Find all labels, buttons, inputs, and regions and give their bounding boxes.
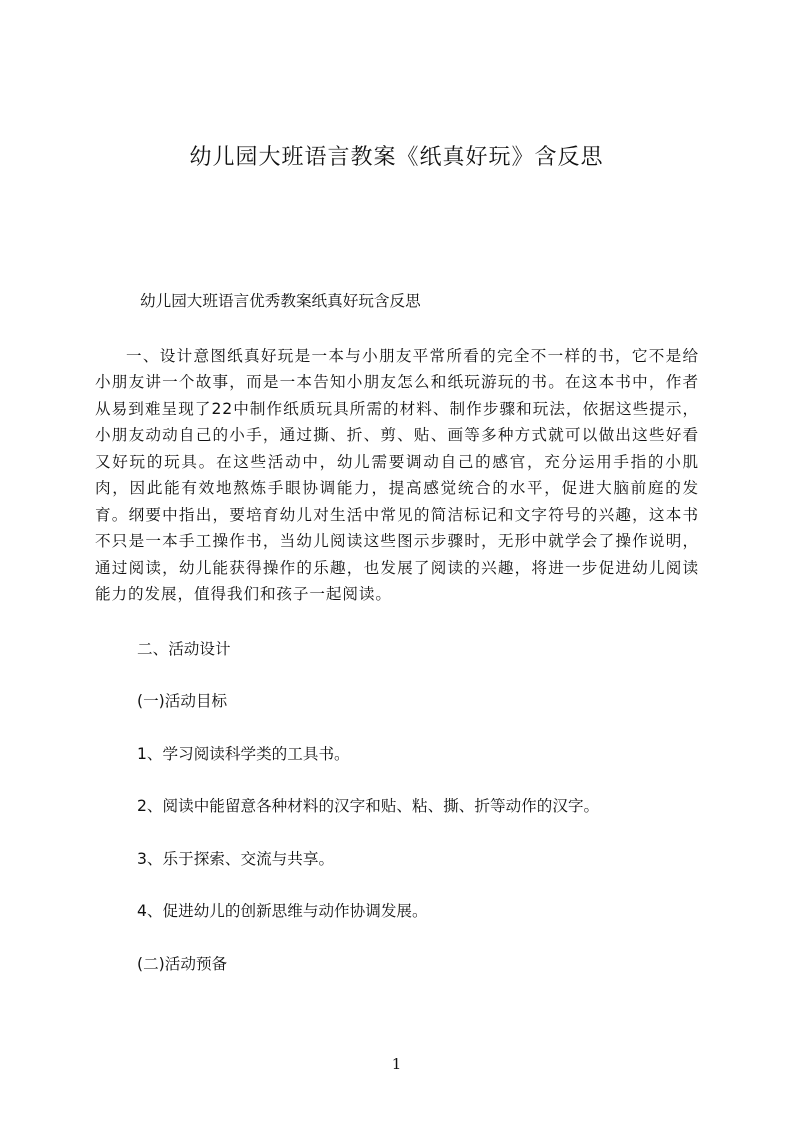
goal-item: 1、学习阅读科学类的工具书。	[137, 744, 350, 763]
document-title: 幼儿园大班语言教案《纸真好玩》含反思	[189, 145, 604, 170]
section-heading-activity-design: 二、活动设计	[137, 639, 231, 658]
subsection-heading-preparation: (二)活动预备	[137, 954, 228, 973]
subsection-heading-goals: (一)活动目标	[137, 692, 228, 710]
document-subtitle: 幼儿园大班语言优秀教案纸真好玩含反思	[140, 292, 421, 310]
goal-item: 2、阅读中能留意各种材料的汉字和贴、粘、撕、折等动作的汉字。	[137, 797, 600, 815]
goal-item: 4、促进幼儿的创新思维与动作协调发展。	[137, 902, 428, 920]
document-body	[95, 288, 699, 977]
goal-item: 3、乐于探索、交流与共享。	[137, 849, 335, 868]
design-intent-paragraph: 一、设计意图纸真好玩是一本与小朋友平常所看的完全不一样的书，它不是给小朋友讲一个故事，而是一本告知小朋友怎么和纸玩游玩的书。在这本书中，作者从易到难呈现了22中制作纸质玩具所需的材料、制作步骤和玩法，依据这些提示，小朋友动动自己的小手，通过撕、折、剪、贴、画等多种方式就可以做出这些好看又好玩的玩具。在这些活动中，幼儿需要调动自己的感官，充分运用手指的小肌肉，因此能有效地熬炼手眼协调能力，提高感觉统合的水平，促进大脑前庭的发育。纲要中指出，要培育幼儿对生活中常见的简洁标记和文字符号的兴趣，这本书不只是一本手工操作书，当幼儿阅读这些图示步骤时，无形中就学会了操作说明，通过阅读，幼儿能获得操作的乐趣，也发展了阅读的兴趣，将进一步促进幼儿阅读能力的发展，值得我们和孩子一起阅读。	[95, 346, 699, 603]
page-number: 1	[391, 1055, 402, 1073]
